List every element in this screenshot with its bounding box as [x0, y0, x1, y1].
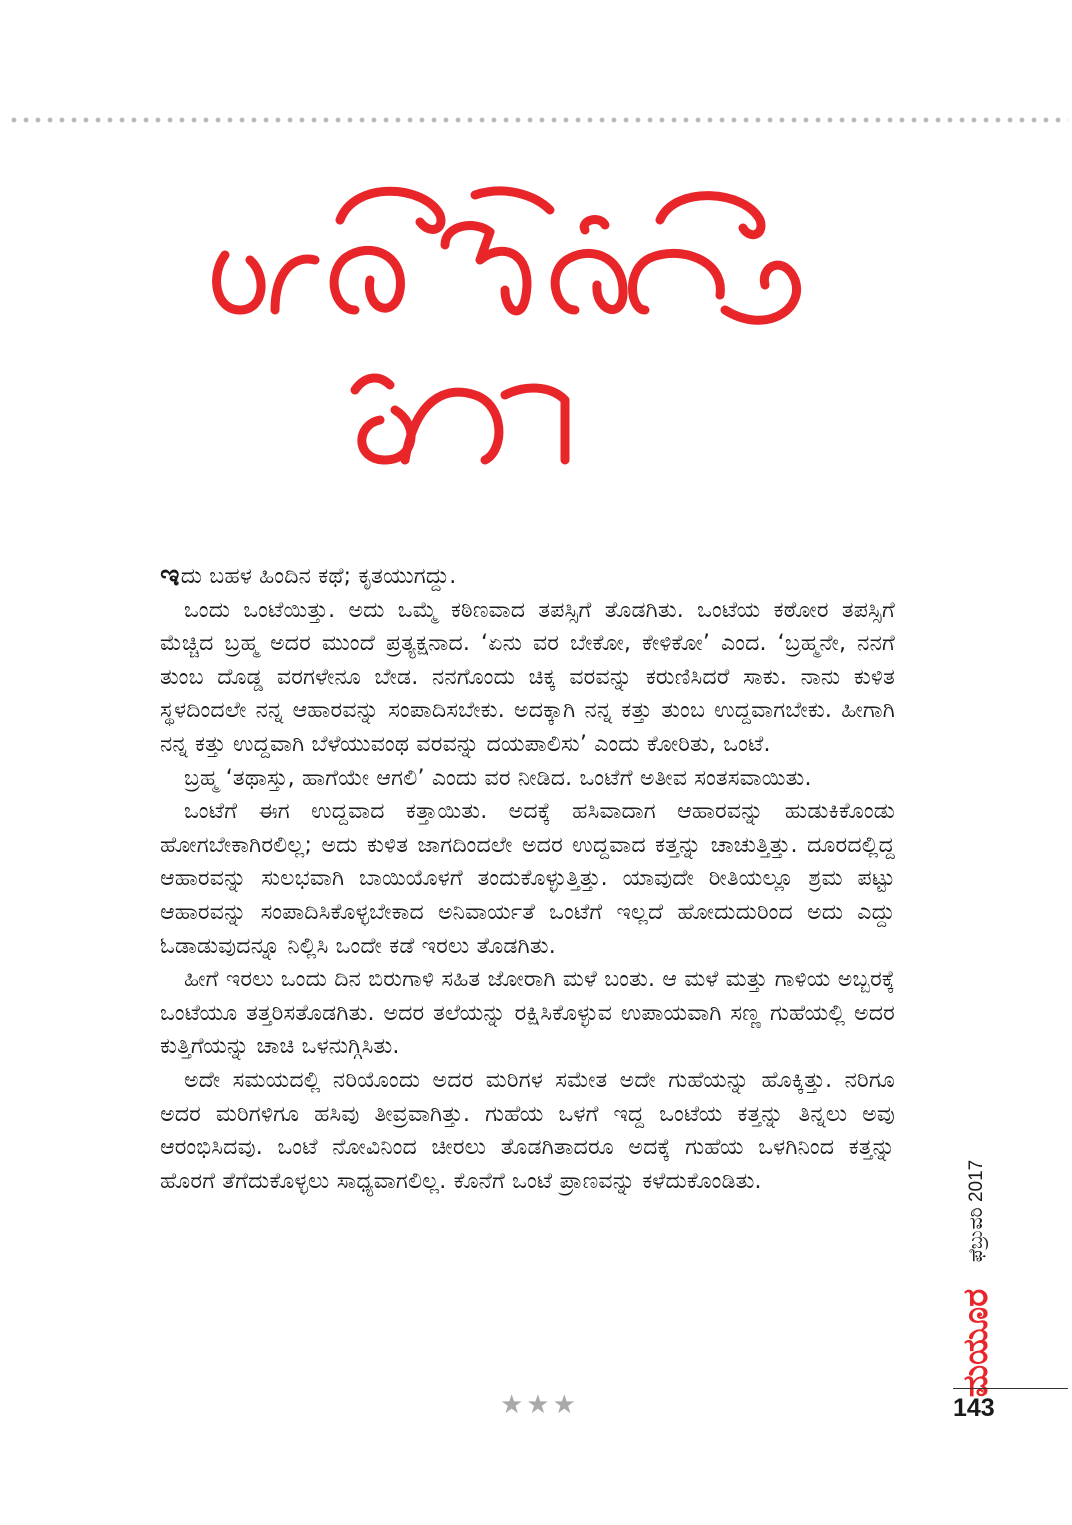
- issue-date: ಫೆಬ್ರುವರಿ 2017: [966, 1159, 987, 1263]
- title-stroke: [445, 226, 527, 311]
- title-stroke: [660, 196, 761, 235]
- drop-cap: ಇ: [160, 558, 180, 593]
- article-paragraph: ಬ್ರಹ್ಮ ‘ತಥಾಸ್ತು, ಹಾಗೆಯೇ ಆಗಲಿ’ ಎಂದು ವರ ನೀಡಿದ. ಒಂಟೆಗೆ ಅತೀವ ಸಂತಸವಾಯಿತು.: [184, 765, 812, 791]
- page-number: 143: [953, 1394, 995, 1422]
- title-stroke: [633, 253, 721, 310]
- title-stroke: [725, 265, 797, 320]
- title-stroke: [275, 259, 315, 310]
- title-stroke: [217, 255, 262, 310]
- title-stroke: [355, 378, 390, 390]
- end-mark-stars: ★★★: [500, 1390, 579, 1420]
- title-stroke: [405, 392, 499, 460]
- title-stroke: [334, 250, 400, 310]
- article-paragraph: ಒಂದು ಒಂಟೆಯಿತ್ತು. ಅದು ಒಮ್ಮೆ ಕಠಿಣವಾದ ತಪಸ್ಸಿಗೆ ತೊಡಗಿತು. ಒಂಟೆಯ ಕಠೋರ ತಪಸ್ಸಿಗೆ ಮೆಚ್ಚಿದ ಬ್ರಹ್ಮ ಅದರ ಮುಂದೆ ಪ್ರತ್ಯಕ್ಷನಾದ. ‘ಏನು ವರ ಬೇಕೋ, ಕೇಳಿಕೋ’ ಎಂದ. ‘ಬ್ರಹ್ಮನೇ, ನನಗೆ ತುಂಬ ದೊಡ್ಡ ವರಗಳೇನೂ ಬೇಡ. ನನಗೊಂದು ಚಿಕ್ಕ ವರವನ್ನು ಕರುಣಿಸಿದರೆ ಸಾಕು. ನಾನು ಕುಳಿತ ಸ್ಥಳದಿಂದಲೇ ನನ್ನ ಆಹಾರವನ್ನು ಸಂಪಾದಿಸಬೇಕು. ಅದಕ್ಕಾಗಿ ನನ್ನ ಕತ್ತು ತುಂಬ ಉದ್ದವಾಗಬೇಕು. ಹೀಗಾಗಿ ನನ್ನ ಕತ್ತು ಉದ್ದವಾಗಿ ಬೆಳೆಯುವಂಥ ವರವನ್ನು ದಯಪಾಲಿಸು’ ಎಂದು ಕೋರಿತು, ಒಂಟೆ.: [160, 597, 895, 757]
- footer-rule: [953, 1388, 1068, 1389]
- title-stroke: [340, 191, 441, 229]
- magazine-logo: ಮಯೂರ: [956, 1288, 996, 1398]
- magazine-sidebar: [953, 1105, 1003, 1398]
- article-body: [160, 560, 895, 1198]
- title-stroke: [555, 253, 623, 310]
- title-stroke: [505, 388, 565, 460]
- article-paragraph: ಇದು ಬಹಳ ಹಿಂದಿನ ಕಥೆ; ಕೃತಯುಗದ್ದು.: [160, 558, 457, 593]
- dotted-rule: [8, 116, 1068, 124]
- article-paragraph: ಅದೇ ಸಮಯದಲ್ಲಿ ನರಿಯೊಂದು ಅದರ ಮರಿಗಳ ಸಮೇತ ಅದೇ ಗುಹೆಯನ್ನು ಹೊಕ್ಕಿತ್ತು. ನರಿಗೂ ಅದರ ಮರಿಗಳಿಗೂ ಹಸಿವು ತೀವ್ರವಾಗಿತ್ತು. ಗುಹೆಯ ಒಳಗೆ ಇದ್ದ ಒಂಟೆಯ ಕತ್ತನ್ನು ತಿನ್ನಲು ಅವು ಆರಂಭಿಸಿದವು. ಒಂಟೆ ನೋವಿನಿಂದ ಚೀರಲು ತೊಡಗಿತಾದರೂ ಅದಕ್ಕೆ ಗುಹೆಯ ಒಳಗಿನಿಂದ ಕತ್ತನ್ನು ಹೊರಗೆ ತೆಗೆದುಕೊಳ್ಳಲು ಸಾಧ್ಯವಾಗಲಿಲ್ಲ. ಕೊನೆಗೆ ಒಂಟೆ ಪ್ರಾಣವನ್ನು ಕಳೆದುಕೊಂಡಿತು.: [160, 1067, 895, 1194]
- title-calligraphy: [205, 160, 825, 520]
- article-paragraph: ಹೀಗೆ ಇರಲು ಒಂದು ದಿನ ಬಿರುಗಾಳಿ ಸಹಿತ ಜೋರಾಗಿ ಮಳೆ ಬಂತು. ಆ ಮಳೆ ಮತ್ತು ಗಾಳಿಯ ಅಬ್ಬರಕ್ಕೆ ಒಂಟೆಯೂ ತತ್ತರಿಸತೊಡಗಿತು. ಅದರ ತಲೆಯನ್ನು ರಕ್ಷಿಸಿಕೊಳ್ಳುವ ಉಪಾಯವಾಗಿ ಸಣ್ಣ ಗುಹೆಯಲ್ಲಿ ಅದರ ಕುತ್ತಿಗೆಯನ್ನು ಚಾಚಿ ಒಳನುಗ್ಗಿಸಿತು.: [160, 967, 895, 1060]
- title-stroke: [475, 191, 550, 210]
- article-paragraph: ಒಂಟೆಗೆ ಈಗ ಉದ್ದವಾದ ಕತ್ತಾಯಿತು. ಅದಕ್ಕೆ ಹಸಿವಾದಾಗ ಆಹಾರವನ್ನು ಹುಡುಕಿಕೊಂಡು ಹೋಗಬೇಕಾಗಿರಲಿಲ್ಲ; ಅದು ಕುಳಿತ ಜಾಗದಿಂದಲೇ ಅದರ ಉದ್ದವಾದ ಕತ್ತನ್ನು ಚಾಚುತ್ತಿತ್ತು. ದೂರದಲ್ಲಿದ್ದ ಆಹಾರವನ್ನು ಸುಲಭವಾಗಿ ಬಾಯಿಯೊಳಗೆ ತಂದುಕೊಳ್ಳುತ್ತಿತ್ತು. ಯಾವುದೇ ರೀತಿಯಲ್ಲೂ ಶ್ರಮ ಪಟ್ಟು ಆಹಾರವನ್ನು ಸಂಪಾದಿಸಿಕೊಳ್ಳಬೇಕಾದ ಅನಿವಾರ್ಯತೆ ಒಂಟೆಗೆ ಇಲ್ಲದೆ ಹೋದುದುರಿಂದ ಅದು ಎದ್ದು ಓಡಾಡುವುದನ್ನೂ ನಿಲ್ಲಿಸಿ ಒಂದೇ ಕಡೆ ಇರಲು ತೊಡಗಿತು.: [160, 799, 895, 959]
- title-stroke: [584, 220, 605, 230]
